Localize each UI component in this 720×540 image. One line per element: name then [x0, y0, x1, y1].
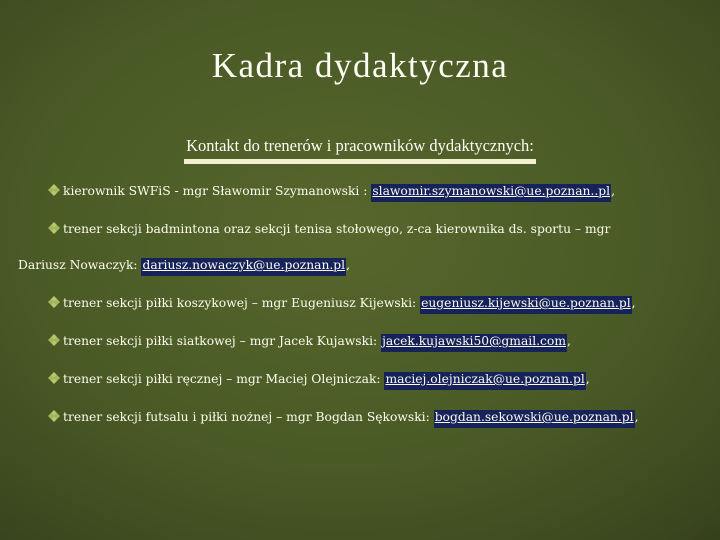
list-item: [48, 332, 688, 350]
slide-subtitle: Kontakt do trenerów i pracowników dydaktycznych:: [184, 136, 536, 164]
list-item: [18, 220, 688, 274]
item-punctuation: ,: [567, 334, 571, 348]
item-punctuation: ,: [631, 296, 636, 310]
email-link[interactable]: bogdan.sekowski@ue.poznan.pl: [434, 410, 634, 424]
list-item: [48, 294, 688, 312]
list-item: [48, 182, 688, 200]
item-punctuation: ,: [611, 184, 616, 198]
item-punctuation: ,: [634, 410, 639, 424]
diamond-bullet-icon: [48, 372, 60, 384]
email-link[interactable]: maciej.olejniczak@ue.poznan.pl: [385, 372, 585, 386]
list-item: [48, 370, 688, 388]
item-text: trener sekcji piłki koszykowej – mgr Eugeniusz Kijewski:: [63, 296, 421, 310]
item-text: kierownik SWFiS - mgr Sławomir Szymanowski :: [63, 184, 372, 198]
email-link[interactable]: slawomir.szymanowski@ue.poznan..pl: [372, 184, 611, 198]
subtitle-wrap: [0, 136, 720, 164]
slide-title: Kadra dydaktyczna: [211, 46, 509, 85]
diamond-bullet-icon: [48, 184, 60, 196]
item-text: trener sekcji piłki siatkowej – mgr Jacek Kujawski:: [63, 334, 382, 348]
list-item: [48, 408, 688, 426]
email-link[interactable]: eugeniusz.kijewski@ue.poznan.pl: [421, 296, 631, 310]
diamond-bullet-icon: [48, 222, 60, 234]
email-link[interactable]: jacek.kujawski50@gmail.com: [382, 334, 566, 348]
contact-list: [18, 182, 688, 446]
item-punctuation: ,: [585, 372, 590, 386]
item-text: trener sekcji badmintona oraz sekcji tenisa stołowego, z-ca kierownika ds. sportu – mgr: [63, 222, 611, 236]
diamond-bullet-icon: [48, 410, 60, 422]
item-continuation: [18, 256, 688, 274]
item-text-continued: Dariusz Nowaczyk:: [18, 258, 142, 272]
item-text: trener sekcji futsalu i piłki nożnej – mgr Bogdan Sękowski:: [63, 410, 434, 424]
diamond-bullet-icon: [48, 296, 60, 308]
item-punctuation: ,: [346, 258, 351, 272]
email-link[interactable]: dariusz.nowaczyk@ue.poznan.pl: [142, 258, 346, 272]
diamond-bullet-icon: [48, 334, 60, 346]
item-text: trener sekcji piłki ręcznej – mgr Maciej Olejniczak:: [63, 372, 385, 386]
